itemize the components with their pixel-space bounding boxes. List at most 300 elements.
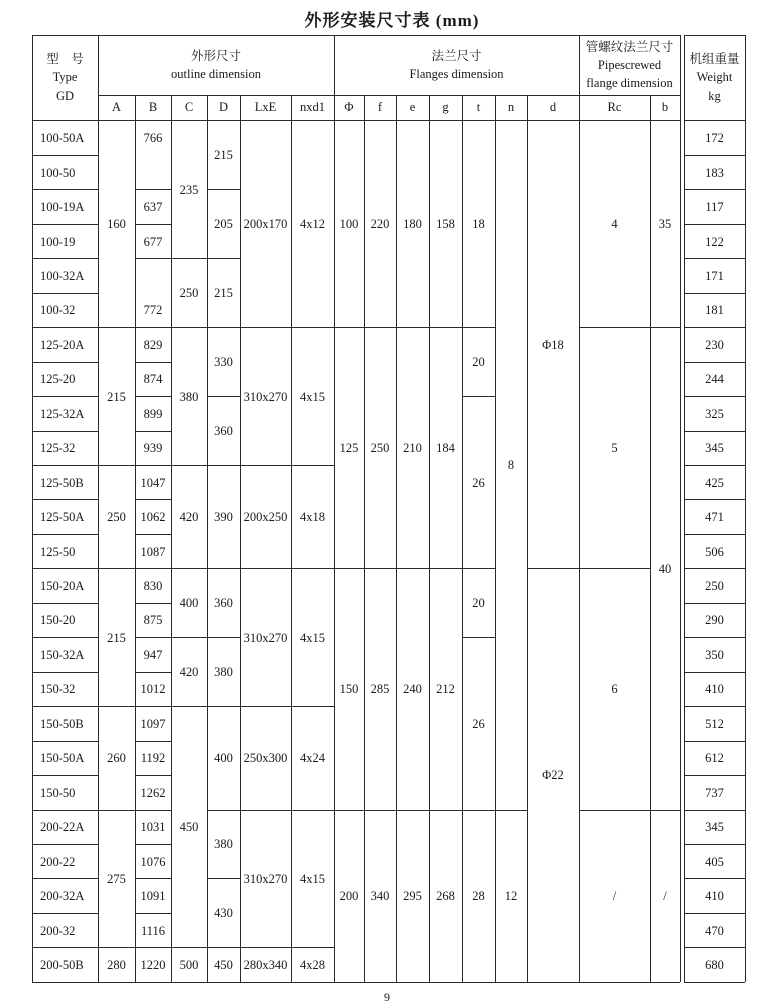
column-rule	[429, 95, 430, 982]
cell-nxd1: 4x15	[300, 871, 325, 886]
cell-nxd1: 4x15	[300, 630, 325, 645]
model-cell: 150-20A	[40, 579, 85, 593]
span-rule	[240, 947, 291, 948]
row-rule	[684, 327, 745, 328]
row-rule	[684, 741, 745, 742]
model-cell: 150-50	[40, 785, 76, 800]
column-rule	[462, 95, 463, 982]
cell-phi: 150	[339, 682, 359, 697]
cell-D: 360	[214, 596, 233, 611]
cell-B: 1262	[140, 785, 166, 800]
cell-B: 677	[143, 234, 163, 249]
span-rule	[650, 810, 680, 811]
column-rule	[334, 35, 335, 982]
row-rule	[32, 672, 98, 673]
column-rule	[650, 95, 651, 982]
row-rule	[135, 568, 171, 569]
cell-D: 400	[214, 751, 233, 766]
span-rule	[98, 465, 135, 466]
span-rule	[171, 568, 207, 569]
row-rule	[32, 568, 98, 569]
span-rule	[396, 810, 429, 811]
table-border-right	[745, 35, 746, 982]
row-rule	[684, 637, 745, 638]
cell-nxd1: 4x24	[300, 751, 325, 766]
span-rule	[207, 810, 240, 811]
col-header-nxd1: nxd1	[300, 100, 325, 115]
weight-cell: 345	[705, 820, 724, 835]
row-rule	[32, 189, 98, 190]
row-rule	[684, 775, 745, 776]
model-cell: 200-50B	[40, 957, 84, 972]
span-rule	[462, 396, 495, 397]
weight-cell: 290	[705, 613, 724, 628]
span-rule	[334, 810, 364, 811]
col-header-n: n	[507, 100, 515, 115]
row-rule	[135, 603, 171, 604]
row-rule	[135, 431, 171, 432]
span-rule	[334, 327, 364, 328]
col-header-D: D	[218, 100, 229, 115]
cell-phi: 125	[339, 441, 359, 456]
header-pipescrewed-flange-dimension: 管螺纹法兰尺寸 Pipescrewed flange dimension	[585, 39, 674, 91]
weight-cell: 612	[705, 751, 724, 766]
row-rule	[684, 706, 745, 707]
col-header-t: t	[476, 100, 481, 115]
cell-e: 210	[403, 441, 422, 456]
span-rule	[462, 810, 495, 811]
model-cell: 125-50A	[40, 510, 85, 525]
cell-D: 205	[214, 217, 233, 232]
row-rule	[32, 741, 98, 742]
span-rule	[334, 568, 364, 569]
cell-e: 295	[403, 889, 422, 904]
cell-LxE: 310x270	[243, 389, 288, 404]
cell-nxd1: 4x15	[300, 389, 325, 404]
weight-cell: 680	[705, 957, 724, 972]
weight-cell: 405	[705, 854, 724, 869]
row-rule	[135, 534, 171, 535]
row-rule	[684, 224, 745, 225]
cell-Rc: 5	[611, 441, 618, 456]
model-cell: 125-32	[40, 441, 76, 456]
span-rule	[462, 637, 495, 638]
cell-C: 420	[179, 665, 199, 680]
cell-B: 1097	[140, 716, 166, 731]
cell-A: 275	[107, 871, 126, 886]
col-header-e: e	[409, 100, 416, 115]
col-header-C: C	[184, 100, 194, 115]
span-rule	[495, 810, 527, 811]
row-rule	[32, 465, 98, 466]
page-number: 9	[384, 990, 390, 1004]
span-rule	[207, 258, 240, 259]
span-rule	[579, 327, 650, 328]
cell-C: 235	[179, 182, 199, 197]
row-rule	[32, 534, 98, 535]
weight-cell: 122	[705, 234, 724, 249]
span-rule	[171, 706, 207, 707]
model-cell: 125-50	[40, 544, 76, 559]
row-rule	[32, 499, 98, 500]
weight-cell: 183	[705, 165, 724, 180]
model-cell: 150-32	[40, 682, 76, 697]
cell-B: 899	[143, 406, 163, 421]
span-rule	[462, 327, 495, 328]
row-rule	[32, 913, 98, 914]
span-rule	[462, 568, 495, 569]
model-cell: 200-32A	[40, 889, 85, 904]
cell-n: 12	[504, 889, 518, 904]
col-header-Rc: Rc	[607, 100, 622, 115]
cell-d: Φ18	[542, 337, 564, 352]
span-rule	[291, 327, 334, 328]
row-rule	[32, 293, 98, 294]
cell-D: 430	[214, 906, 233, 921]
cell-B: 1031	[140, 820, 166, 835]
weight-cell: 345	[705, 441, 724, 456]
span-rule	[207, 465, 240, 466]
cell-D: 215	[214, 286, 233, 301]
model-cell: 150-50A	[40, 751, 85, 766]
span-rule	[240, 810, 291, 811]
cell-B: 1220	[140, 957, 166, 972]
cell-D: 360	[214, 423, 233, 438]
table-border-bottom	[684, 982, 745, 983]
span-rule	[579, 810, 650, 811]
weight-cell: 512	[705, 716, 724, 731]
header-type: 型 号 Type GD	[46, 52, 84, 103]
cell-Rc: /	[612, 889, 617, 904]
table-border-left	[32, 35, 33, 982]
row-rule	[684, 844, 745, 845]
col-header-f: f	[377, 100, 383, 115]
span-rule	[240, 706, 291, 707]
col-header-LxE: LxE	[254, 100, 277, 115]
weight-cell: 171	[705, 268, 724, 283]
weight-cell: 117	[705, 200, 724, 215]
row-rule	[135, 224, 171, 225]
model-cell: 125-32A	[40, 406, 85, 421]
weight-cell: 410	[705, 682, 724, 697]
row-rule	[135, 637, 171, 638]
row-rule	[32, 258, 98, 259]
cell-C: 500	[179, 957, 199, 972]
row-rule	[32, 224, 98, 225]
span-rule	[429, 327, 462, 328]
cell-g: 158	[436, 217, 455, 232]
table-border-right	[680, 35, 681, 982]
span-rule	[171, 465, 207, 466]
row-rule	[135, 327, 171, 328]
span-rule	[207, 568, 240, 569]
weight-cell: 325	[705, 406, 724, 421]
cell-b: 35	[658, 217, 672, 232]
row-rule	[32, 947, 98, 948]
col-header-b: b	[661, 100, 669, 115]
model-cell: 150-50B	[40, 716, 84, 731]
row-rule	[32, 396, 98, 397]
weight-cell: 350	[705, 647, 724, 662]
row-rule	[135, 810, 171, 811]
cell-C: 450	[179, 820, 199, 835]
cell-e: 240	[403, 682, 422, 697]
cell-D: 450	[214, 957, 233, 972]
col-header-g: g	[442, 100, 449, 115]
cell-B: 637	[143, 200, 163, 215]
span-rule	[396, 568, 429, 569]
cell-B: 829	[143, 337, 163, 352]
span-rule	[240, 568, 291, 569]
span-rule	[650, 327, 680, 328]
weight-cell: 410	[705, 889, 724, 904]
weight-cell: 425	[705, 475, 724, 490]
cell-g: 268	[436, 889, 455, 904]
header-weight: 机组重量 Weight kg	[689, 52, 740, 103]
cell-A: 260	[107, 751, 126, 766]
span-rule	[527, 568, 579, 569]
row-rule	[135, 672, 171, 673]
cell-A: 160	[107, 217, 126, 232]
weight-cell: 244	[705, 372, 724, 387]
row-rule	[32, 637, 98, 638]
row-rule	[684, 672, 745, 673]
span-rule	[291, 568, 334, 569]
span-rule	[291, 465, 334, 466]
table-border-top	[32, 35, 680, 36]
span-rule	[364, 568, 396, 569]
cell-b: 40	[658, 561, 672, 576]
row-rule	[135, 189, 171, 190]
span-rule	[207, 637, 240, 638]
column-rule	[240, 95, 241, 982]
cell-C: 420	[179, 510, 199, 525]
span-rule	[207, 878, 240, 879]
cell-B: 939	[143, 441, 163, 456]
row-rule	[32, 155, 98, 156]
weight-cell: 737	[705, 785, 724, 800]
table-border-bottom	[32, 982, 680, 983]
col-header-phi: Φ	[344, 100, 354, 115]
model-cell: 200-32	[40, 923, 76, 938]
model-cell: 100-32	[40, 303, 76, 318]
model-cell: 200-22A	[40, 820, 85, 835]
cell-D: 215	[214, 148, 233, 163]
col-header-A: A	[111, 100, 122, 115]
cell-t: 20	[472, 596, 485, 611]
row-rule	[684, 293, 745, 294]
cell-e: 180	[403, 217, 422, 232]
span-rule	[98, 327, 135, 328]
cell-B: 772	[143, 303, 163, 318]
row-rule	[135, 844, 171, 845]
cell-t: 28	[472, 889, 485, 904]
column-rule	[364, 95, 365, 982]
cell-A: 280	[107, 957, 126, 972]
row-rule	[135, 362, 171, 363]
row-rule	[684, 913, 745, 914]
row-rule	[32, 844, 98, 845]
row-rule	[684, 499, 745, 500]
row-rule	[135, 741, 171, 742]
weight-cell: 181	[705, 303, 724, 318]
cell-B: 875	[143, 613, 163, 628]
row-rule	[684, 396, 745, 397]
cell-B: 1047	[140, 475, 166, 490]
cell-D: 380	[214, 665, 233, 680]
table-border-left	[684, 35, 685, 982]
row-rule	[684, 603, 745, 604]
column-rule	[579, 35, 580, 982]
row-rule	[32, 431, 98, 432]
row-rule	[684, 189, 745, 190]
span-rule	[98, 947, 135, 948]
row-rule	[135, 499, 171, 500]
cell-nxd1: 4x28	[300, 957, 325, 972]
cell-A: 250	[107, 510, 126, 525]
row-rule	[32, 327, 98, 328]
cell-f: 220	[370, 217, 390, 232]
row-rule	[684, 465, 745, 466]
row-rule	[135, 878, 171, 879]
cell-D: 390	[214, 510, 233, 525]
cell-A: 215	[107, 389, 126, 404]
cell-f: 285	[370, 682, 390, 697]
weight-cell: 506	[705, 544, 724, 559]
span-rule	[364, 810, 396, 811]
cell-LxE: 310x270	[243, 630, 288, 645]
span-rule	[291, 947, 334, 948]
span-rule	[171, 258, 207, 259]
cell-B: 766	[143, 131, 163, 146]
header-rule	[684, 120, 745, 121]
cell-LxE: 250x300	[243, 751, 288, 766]
span-rule	[396, 327, 429, 328]
cell-B: 1091	[140, 889, 166, 904]
model-cell: 100-50	[40, 165, 76, 180]
model-cell: 125-20A	[40, 337, 85, 352]
cell-g: 212	[436, 682, 455, 697]
span-rule	[171, 947, 207, 948]
col-header-B: B	[148, 100, 158, 115]
row-rule	[684, 431, 745, 432]
span-rule	[240, 327, 291, 328]
table-border-top	[684, 35, 745, 36]
span-rule	[429, 568, 462, 569]
span-rule	[98, 568, 135, 569]
cell-phi: 100	[339, 217, 359, 232]
row-rule	[135, 465, 171, 466]
cell-B: 947	[143, 647, 163, 662]
cell-LxE: 310x270	[243, 871, 288, 886]
span-rule	[207, 947, 240, 948]
row-rule	[684, 947, 745, 948]
span-rule	[291, 706, 334, 707]
span-rule	[207, 327, 240, 328]
column-rule	[396, 95, 397, 982]
cell-C: 400	[179, 596, 199, 611]
model-cell: 150-32A	[40, 647, 85, 662]
cell-LxE: 200x170	[243, 217, 288, 232]
cell-B: 1116	[140, 923, 166, 938]
cell-B: 874	[143, 372, 163, 387]
column-rule	[527, 95, 528, 982]
row-rule	[684, 534, 745, 535]
cell-C: 250	[179, 286, 199, 301]
cell-n: 8	[507, 458, 515, 473]
weight-cell: 471	[705, 510, 724, 525]
span-rule	[98, 810, 135, 811]
model-cell: 100-32A	[40, 268, 85, 283]
model-cell: 125-50B	[40, 475, 84, 490]
weight-cell: 470	[705, 923, 724, 938]
cell-D: 380	[214, 837, 233, 852]
row-rule	[135, 396, 171, 397]
page-title: 外形安装尺寸表 (mm)	[304, 11, 480, 30]
cell-d: Φ22	[542, 768, 564, 783]
cell-B: 1192	[140, 751, 166, 766]
span-rule	[207, 706, 240, 707]
row-rule	[32, 706, 98, 707]
row-rule	[32, 878, 98, 879]
cell-B: 1062	[140, 510, 166, 525]
row-rule	[32, 810, 98, 811]
column-rule	[207, 95, 208, 982]
row-rule	[135, 947, 171, 948]
span-rule	[364, 327, 396, 328]
span-rule	[98, 706, 135, 707]
cell-f: 340	[370, 889, 390, 904]
row-rule	[135, 258, 171, 259]
span-rule	[291, 810, 334, 811]
model-cell: 125-20	[40, 372, 76, 387]
header-rule	[98, 95, 680, 96]
span-rule	[579, 568, 650, 569]
cell-b: /	[663, 889, 667, 904]
cell-t: 20	[472, 355, 485, 370]
cell-LxE: 200x250	[243, 510, 288, 525]
column-rule	[291, 95, 292, 982]
cell-Rc: 6	[611, 682, 618, 697]
cell-D: 330	[214, 355, 233, 370]
row-rule	[684, 878, 745, 879]
row-rule	[135, 913, 171, 914]
weight-cell: 230	[705, 337, 724, 352]
span-rule	[429, 810, 462, 811]
row-rule	[684, 362, 745, 363]
cell-t: 18	[472, 217, 485, 232]
cell-t: 26	[472, 716, 485, 731]
col-header-d: d	[549, 100, 557, 115]
model-cell: 100-50A	[40, 131, 85, 146]
header-flanges-dimension: 法兰尺寸 Flanges dimension	[409, 48, 504, 81]
cell-nxd1: 4x18	[300, 510, 325, 525]
cell-g: 184	[436, 441, 455, 456]
row-rule	[32, 603, 98, 604]
row-rule	[32, 362, 98, 363]
span-rule	[240, 465, 291, 466]
cell-t: 26	[472, 475, 485, 490]
span-rule	[207, 396, 240, 397]
header-rule	[32, 120, 680, 121]
weight-cell: 250	[705, 579, 724, 593]
header-outline-dimension: 外形尺寸 outline dimension	[171, 48, 261, 81]
row-rule	[135, 775, 171, 776]
cell-B: 1076	[140, 854, 166, 869]
cell-phi: 200	[339, 889, 359, 904]
row-rule	[684, 810, 745, 811]
cell-B: 830	[143, 579, 163, 593]
